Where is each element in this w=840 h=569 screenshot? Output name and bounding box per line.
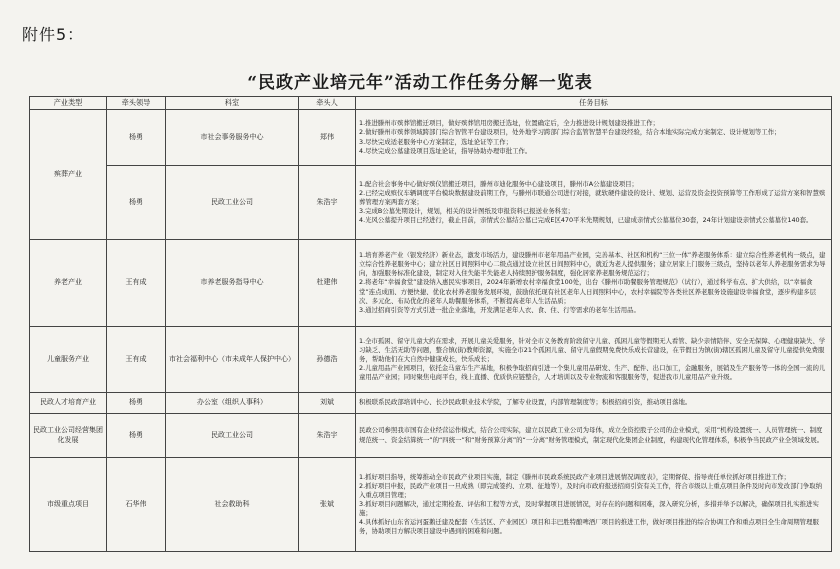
page-title: “民政产业培元年”活动工作任务分解一览表 xyxy=(247,73,593,93)
leader-cell: 王有成 xyxy=(107,240,166,327)
header-lead-person: 牵头人 xyxy=(299,97,356,110)
table-row xyxy=(30,166,832,240)
industry-cell: 儿童服务产业 xyxy=(30,327,107,393)
industry-cell: 养老产业 xyxy=(30,240,107,327)
task-line: 积极联系民政部培训中心、长沙民政职业技术学院，了解专业设置，内部管理制度等；积极招商引资，推动项目落地。 xyxy=(359,398,692,407)
header-tasks: 任务目标 xyxy=(356,97,832,110)
lead-person-cell: 杜建伟 xyxy=(299,240,356,327)
task-line: 民政公司参照我市国有企业经营运作模式，结合公司实际，建立以民政工业公司为母体，成立全资控股子公司的企业模式，采用“机构设置统一、人员管理统一、制度规范统一、资金结算统一”的“四统一”和“财务预算分离”的“一分离”财务管理模式，制定现代化集团企业制度，构建现代化管理体系，积极争当民政产业全领域发展。 xyxy=(359,426,824,444)
industry-cell: 市级重点项目 xyxy=(30,458,107,552)
lead-person-cell: 郑伟 xyxy=(299,110,356,166)
task-line: 2.抓好项目申报，民政产业项目一旦成熟（即完成签约、立项、征地等），及时向市政府报送招商引资有关工作，符合市级以上重点项目条件及时向市发改部门争取纳入重点项目管理； xyxy=(359,481,823,499)
office-cell: 民政工业公司 xyxy=(166,414,299,458)
header-industry: 产业类型 xyxy=(30,97,107,110)
industry-cell: 殡葬产业 xyxy=(30,110,107,240)
task-line: 1.配合社会事务中心做好殡仪馆搬迁项目，滕州市迪化服务中心建设项目，滕州市A公墓建设项目； xyxy=(359,179,638,188)
table-row xyxy=(30,110,832,166)
table-row xyxy=(30,327,832,393)
header-leader: 牵头领导 xyxy=(107,97,166,110)
leader-cell: 杨勇 xyxy=(107,393,166,414)
task-table xyxy=(29,96,832,552)
leader-cell: 杨勇 xyxy=(107,166,166,240)
task-line: 1.抓好项目指导，统筹推动全市民政产业项目实施，制定《滕州市民政系统民政产业项目进展情况调度表》，定期督促、指导责任单位抓好项目推进工作； xyxy=(359,472,791,481)
lead-person-cell: 刘斌 xyxy=(299,393,356,414)
lead-person-cell: 朱浩宇 xyxy=(299,166,356,240)
office-cell: 社会救助科 xyxy=(166,458,299,552)
task-line: 3.完成B公墓先期设计，规划，相关的设计图纸及审报资料已报送业务科室； xyxy=(359,207,574,216)
task-line: 2.做好滕州市殡葬领域跨部门综合智管平台建设项目，处外地学习跨部门综合监管智慧平台建设经验，结合本地实际完成方案制定、设计规划等工作； xyxy=(359,128,781,137)
office-cell: 民政工业公司 xyxy=(166,166,299,240)
task-line: 4.光风公墓提升项目已经进行，截止目前，亲情式公墓结公墓已完成E区470平米先期规划，已建成亲情式公墓墓位30套，24年计划建设亲情式公墓墓位140套。 xyxy=(359,216,813,225)
office-cell: 市社会福利中心（市未成年人保护中心） xyxy=(166,327,299,393)
tasks-cell xyxy=(356,393,832,414)
task-line: 4.尽快完成公墓建设项目选址论证，指导协助办理审批工作。 xyxy=(359,146,532,155)
industry-cell: 民政工业公司经营集团化发展 xyxy=(30,414,107,458)
tasks-cell xyxy=(356,414,832,458)
office-cell: 市社会事务服务中心 xyxy=(166,110,299,166)
leader-cell: 石华伟 xyxy=(107,458,166,552)
table-row xyxy=(30,414,832,458)
office-cell: 办公室（组织人事科） xyxy=(166,393,299,414)
task-line: 1.推进滕州市殡葬馆搬迁项目，做好殡葬馆用房搬迁选址，位置确定后，全力推进设计规划建设推进工作； xyxy=(359,119,660,128)
table-row xyxy=(30,393,832,414)
leader-cell: 杨勇 xyxy=(107,414,166,458)
task-line: 1.培育养老产业（银发经济）新业态，激发市场活力，建设滕州市老年用品产业园，完善基本、社区和机构“三位一体”养老服务体系：建立综合性养老机构一级点，建立综合性养老服务中心；建立社区日间照料中心二级点通过设立社区日间照料中心，就近为老人提供服务；建立居家上门服务三级点，坚持以老年人养老服务需求为导向，加强服务标准化建设，制定对入住失能半失能老人持续照护服务制度，强化居家养老服务规范运行； xyxy=(359,251,826,278)
task-line: 2.已经完成殡仪车辆调度平台模块数据建设前期工作，与滕州市联通公司进行对接，就软硬件建设的设计、规划、运营及资金投资预算等工作形成了运营方案和智慧殡葬管理方案两套方案； xyxy=(359,188,826,206)
lead-person-cell: 孙德浩 xyxy=(299,327,356,393)
task-line: 3.抓好项目问题解决，通过定期检查、评估和工程等方式，及时掌握项目进展情况，对存在的问题和困难，深入研究分析，多措并举予以解决，确保项目扎实推进实施； xyxy=(359,499,819,518)
task-line: 2.将老年“幸福食堂”建设纳入惠民实事项目，2024年新增农村幸福食堂100处，出台《滕州市助餐服务管理规范》（试行），通过科学布点、扩大供给，以“幸福食堂”连点成面、方便快捷、优化农村养老服务发展环境，鼓励依托现有社区老年人日间照料中心，农村幸福院等各类社区养老服务设施建设幸福食堂，逐步构建多层次、多元化、布局优化的老年人助餐服务体系，不断提高老年人生活品质； xyxy=(359,278,817,305)
table-header-row xyxy=(30,97,832,110)
task-line: 3.尽快完成适老服务中心方案制定，选址论证等工作； xyxy=(359,137,513,146)
task-line: 1.全市孤困、留守儿童大约在需求，开展儿童关爱服务，针对全市义务教育阶段留守儿童、孤困儿童等假期无人看管、缺少亲情陪伴、安全无保障、心理健康缺失、学习缺乏、生活无助等问题，整合镇(街)教师资源，实施全市21个孤困儿童、留守儿童假期免费快乐成长营建设，在节假日为镇(街)辖区孤困儿童及留守儿童提供免费服务，帮助他们在大自然中健康成长，快乐成长； xyxy=(359,336,826,363)
lead-person-cell: 张斌 xyxy=(299,458,356,552)
leader-cell: 杨勇 xyxy=(107,110,166,166)
task-line: 3.通过招商引资等方式引进一批企业落地，开发满足老年人衣、食、住、行等需求的老年生活用品。 xyxy=(359,305,640,314)
tasks-cell xyxy=(356,458,832,552)
attachment-label: 附件5： xyxy=(22,25,85,44)
task-line: 2.儿童用品产业园项目，依托金马童车生产基地，积极争取招商引进一个集儿童用品研发、生产、配件、出口加工，金融服务，展销及生产服务等一体的全国一流的儿童用品产业园；同时聚焦电商平台，线上直播、优质供应链整合，人才培训以及专业物流和客服服务等，促进我市儿童用品产业升级。 xyxy=(359,364,826,382)
leader-cell: 王有成 xyxy=(107,327,166,393)
header-office: 科室 xyxy=(166,97,299,110)
tasks-cell xyxy=(356,110,832,166)
table-row xyxy=(30,240,832,327)
tasks-cell xyxy=(356,240,832,327)
industry-cell: 民政人才培育产业 xyxy=(30,393,107,414)
office-cell: 市养老服务指导中心 xyxy=(166,240,299,327)
tasks-cell xyxy=(356,327,832,393)
lead-person-cell: 朱浩宇 xyxy=(299,414,356,458)
table-row xyxy=(30,458,832,552)
tasks-cell xyxy=(356,166,832,240)
task-line: 4.具体抓好山东省运河蛋鹅迁建及配套（生活区、产业园区）项目和丰巴胜特酿啤酒厂项目的推进工作，做好项目推进的综合协调工作和重点项目全生命周期管理服务，协助项目方解决项目建设中遇到的困难和问题。 xyxy=(359,518,819,536)
